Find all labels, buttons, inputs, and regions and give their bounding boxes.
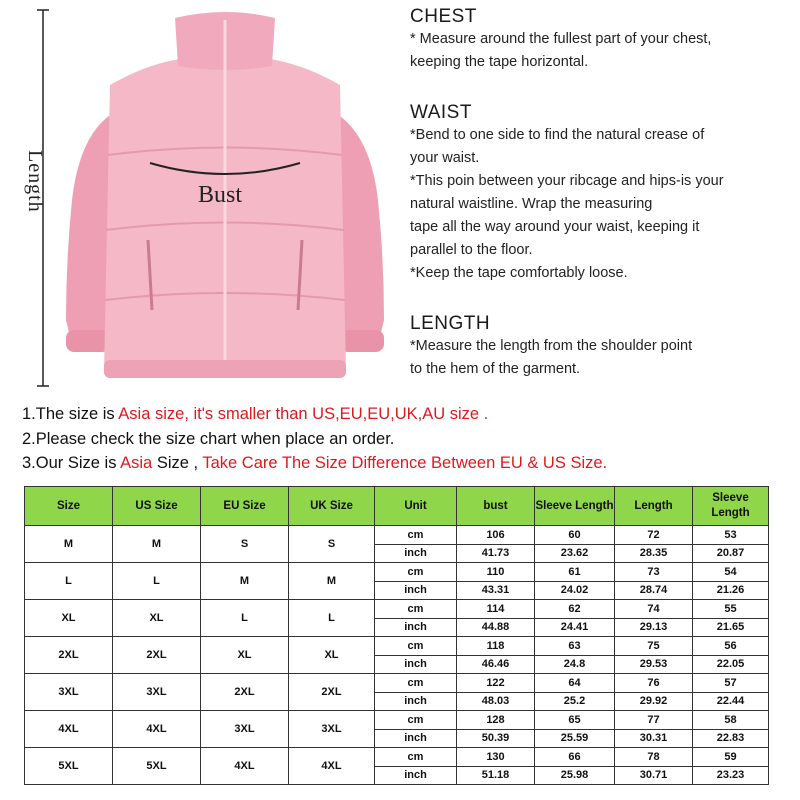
measure-cell: 22.44 [693,692,769,711]
header-cell: UK Size [289,487,375,526]
measure-cell: 57 [693,674,769,693]
size-cell-uk: S [289,526,375,563]
waist-line: tape all the way around your waist, keeping it [410,219,700,235]
size-cell-eu: 3XL [201,711,289,748]
table-row [25,637,769,656]
note-1-text: 1.The size is [22,405,119,423]
size-cell-uk: M [289,563,375,600]
waist-line: *Keep the tape comfortably loose. [410,265,628,281]
table-row [25,748,769,767]
note-1-highlight: Asia size, it's smaller than US,EU,EU,UK,AU size . [118,405,489,423]
size-cell-us: 4XL [113,711,201,748]
measure-cell: 77 [615,711,693,730]
measure-cell: 72 [615,526,693,545]
size-cell-size: M [25,526,113,563]
note-3-text: 3.Our Size is [22,454,121,472]
measure-cell: 53 [693,526,769,545]
waist-line: parallel to the floor. [410,242,533,258]
waist-line: *This poin between your ribcage and hips-is your [410,173,724,189]
measure-cell: 122 [457,674,535,693]
header-cell: Size [25,487,113,526]
size-cell-uk: XL [289,637,375,674]
size-cell-us: 3XL [113,674,201,711]
waist-line: your waist. [410,150,480,166]
table-row [25,526,769,545]
size-cell-size: 3XL [25,674,113,711]
measure-cell: 20.87 [693,544,769,563]
measure-cell: 76 [615,674,693,693]
unit-cell: cm [375,637,457,656]
size-cell-us: L [113,563,201,600]
measure-cell: 30.31 [615,729,693,748]
measure-cell: 128 [457,711,535,730]
size-cell-us: M [113,526,201,563]
measure-cell: 114 [457,600,535,619]
note-3-highlight-warning: Take Care The Size Difference Between EU & US Size. [202,454,608,472]
note-3-highlight-asia: Asia [120,454,153,472]
measure-cell: 24.02 [535,581,615,600]
measure-cell: 23.23 [693,766,769,785]
measure-cell: 44.88 [457,618,535,637]
measure-cell: 41.73 [457,544,535,563]
header-cell: US Size [113,487,201,526]
size-cell-size: 2XL [25,637,113,674]
measure-cell: 110 [457,563,535,582]
measure-cell: 24.41 [535,618,615,637]
length-line: to the hem of the garment. [410,361,581,377]
size-cell-eu: L [201,600,289,637]
measure-cell: 66 [535,748,615,767]
measure-cell: 25.59 [535,729,615,748]
measure-cell: 30.71 [615,766,693,785]
measure-cell: 106 [457,526,535,545]
measure-cell: 73 [615,563,693,582]
unit-cell: inch [375,581,457,600]
unit-cell: inch [375,618,457,637]
header-cell: Length [615,487,693,526]
size-cell-eu: M [201,563,289,600]
measure-cell: 48.03 [457,692,535,711]
waist-line: *Bend to one side to find the natural crease of [410,127,705,143]
size-chart-table [24,486,769,785]
table-row [25,674,769,693]
measure-cell: 29.92 [615,692,693,711]
size-cell-size: XL [25,600,113,637]
measure-cell: 63 [535,637,615,656]
measure-cell: 78 [615,748,693,767]
measure-cell: 75 [615,637,693,656]
header-cell: Sleeve Length [535,487,615,526]
size-cell-uk: 3XL [289,711,375,748]
unit-cell: inch [375,544,457,563]
measure-cell: 46.46 [457,655,535,674]
note-3 [22,451,792,476]
measure-cell: 43.31 [457,581,535,600]
measure-cell: 25.2 [535,692,615,711]
measure-cell: 29.13 [615,618,693,637]
measure-cell: 74 [615,600,693,619]
table-row [25,600,769,619]
size-cell-eu: XL [201,637,289,674]
measure-cell: 28.35 [615,544,693,563]
length-title: LENGTH [410,313,491,334]
measure-cell: 62 [535,600,615,619]
unit-cell: cm [375,563,457,582]
note-1 [22,402,792,427]
waist-title: WAIST [410,102,472,123]
measure-cell: 24.8 [535,655,615,674]
measure-cell: 130 [457,748,535,767]
measure-cell: 50.39 [457,729,535,748]
chest-guide [410,6,795,74]
measure-cell: 54 [693,563,769,582]
header-cell: EU Size [201,487,289,526]
size-cell-size: L [25,563,113,600]
size-cell-uk: L [289,600,375,637]
unit-cell: cm [375,711,457,730]
size-cell-uk: 2XL [289,674,375,711]
unit-cell: cm [375,526,457,545]
unit-cell: inch [375,766,457,785]
size-cell-eu: 2XL [201,674,289,711]
chest-line: keeping the tape horizontal. [410,54,589,70]
table-row [25,563,769,582]
measure-cell: 64 [535,674,615,693]
size-notes [22,402,792,476]
waist-guide [410,102,795,285]
table-body [25,526,769,785]
measure-cell: 22.83 [693,729,769,748]
size-cell-eu: 4XL [201,748,289,785]
size-cell-uk: 4XL [289,748,375,785]
bust-label: Bust [198,182,243,208]
measure-cell: 29.53 [615,655,693,674]
table-header-row [25,487,769,526]
measure-cell: 25.98 [535,766,615,785]
size-cell-size: 5XL [25,748,113,785]
size-cell-size: 4XL [25,711,113,748]
unit-cell: inch [375,692,457,711]
size-cell-us: 2XL [113,637,201,674]
measure-cell: 21.65 [693,618,769,637]
measure-cell: 23.62 [535,544,615,563]
length-guide [410,313,795,381]
measure-cell: 59 [693,748,769,767]
measure-cell: 22.05 [693,655,769,674]
note-2: 2.Please check the size chart when place an order. [22,429,395,448]
note-3-mid: Size , [152,454,203,472]
measure-cell: 28.74 [615,581,693,600]
waist-line: natural waistline. Wrap the measuring [410,196,653,212]
measure-cell: 65 [535,711,615,730]
size-cell-us: 5XL [113,748,201,785]
measure-cell: 60 [535,526,615,545]
unit-cell: inch [375,729,457,748]
measure-cell: 61 [535,563,615,582]
unit-cell: cm [375,600,457,619]
chest-line: * Measure around the fullest part of your chest, [410,31,712,47]
header-cell: bust [457,487,535,526]
measure-cell: 56 [693,637,769,656]
size-cell-eu: S [201,526,289,563]
length-label: Length [24,150,46,213]
unit-cell: cm [375,674,457,693]
measure-cell: 21.26 [693,581,769,600]
table-row [25,711,769,730]
measure-cell: 118 [457,637,535,656]
measure-cell: 51.18 [457,766,535,785]
unit-cell: inch [375,655,457,674]
header-cell: Sleeve Length [693,487,769,526]
measure-cell: 55 [693,600,769,619]
size-cell-us: XL [113,600,201,637]
length-line: *Measure the length from the shoulder point [410,338,693,354]
header-cell: Unit [375,487,457,526]
chest-title: CHEST [410,6,477,27]
unit-cell: cm [375,748,457,767]
measure-cell: 58 [693,711,769,730]
